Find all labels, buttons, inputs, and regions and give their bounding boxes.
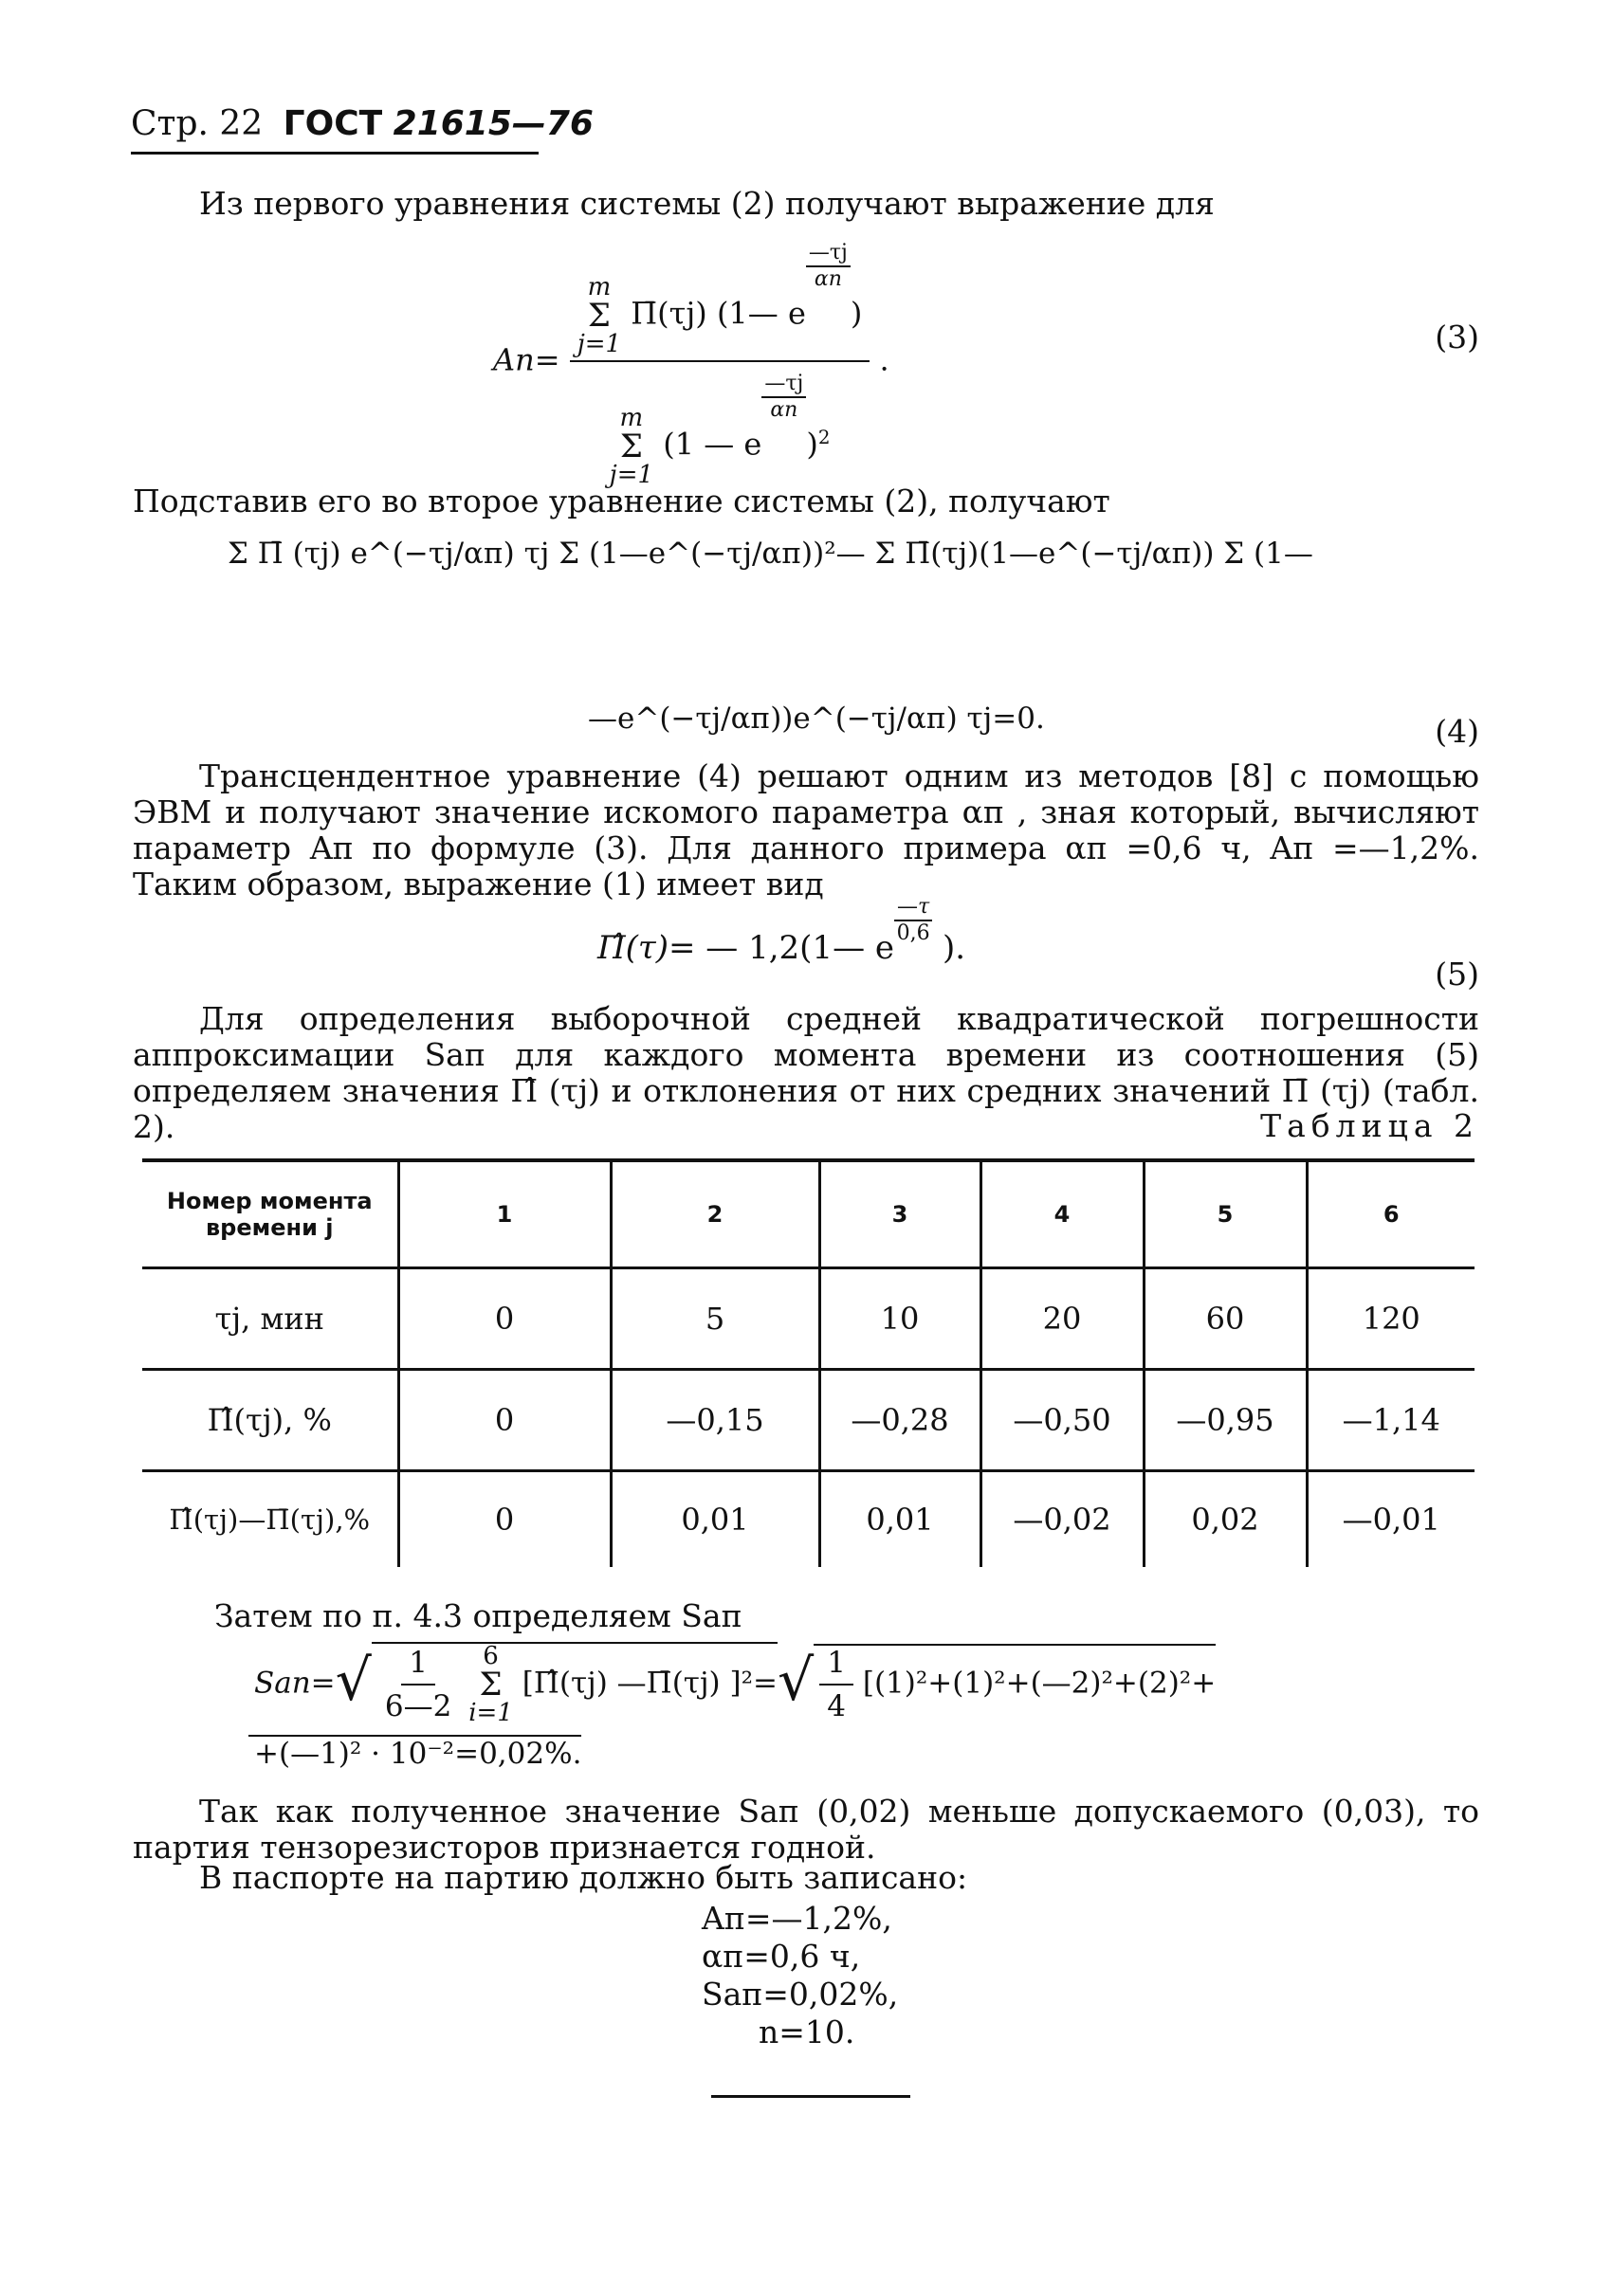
equation-4-line-1: Σ П̄ (τj) e^(−τj/αп) τj Σ (1—e^(−τj/αп))²— Σ П̄(τj)(1—e^(−τj/αп)) Σ (1— bbox=[228, 537, 1313, 571]
paragraph-5: Затем по п. 4.3 определяем Sап bbox=[214, 1597, 742, 1634]
eq3-lhs: Aп= bbox=[493, 341, 560, 378]
table-row bbox=[142, 1471, 1475, 1568]
paragraph-3: Трансцендентное уравнение (4) решают одним из методов [8] с помощью ЭВМ и получают значение искомого параметра αп , зная который, вычисляют параметр Aп по формуле (3). Для данного примера αп =0,6 ч, Aп =—1,2%. Таким образом, выражение (1) имеет вид bbox=[133, 757, 1479, 902]
table-cell: 0,01 bbox=[819, 1471, 980, 1568]
eq3-number: (3) bbox=[1435, 319, 1479, 355]
eq3-sum-top: m Σ j=1 bbox=[577, 273, 622, 358]
eq3-fraction: m Σ j=1 П̄(τj) (1— e —τj αп ) m Σ j=1 (1 — e —τj αп )$^2$ bbox=[570, 237, 870, 487]
page-header bbox=[131, 104, 594, 143]
table-row bbox=[142, 1268, 1475, 1370]
header-col-2: 2 bbox=[611, 1160, 819, 1268]
equation-3: Aп= m Σ j=1 П̄(τj) (1— e —τj αп ) m Σ j=1 (1 — e —τj αп )$^2$ . bbox=[493, 237, 889, 487]
paragraph-2: Подставив его во второе уравнение системы (2), получают bbox=[133, 483, 1110, 519]
paragraph-6: Так как полученное значение Sап (0,02) меньше допускаемого (0,03), то партия тензорезисторов признается годной. bbox=[133, 1793, 1479, 1866]
row-label: П̂(τj)—П̄(τj),% bbox=[169, 1503, 371, 1536]
header-label: Номер момента времени j bbox=[142, 1160, 398, 1268]
table-cell: —0,02 bbox=[980, 1471, 1144, 1568]
end-rule bbox=[711, 2095, 910, 2098]
table-cell: 120 bbox=[1307, 1268, 1475, 1370]
gost-number: 21615—76 bbox=[393, 104, 594, 143]
table-cell: 0,01 bbox=[611, 1471, 819, 1568]
table-cell: 60 bbox=[1144, 1268, 1307, 1370]
table-cell: 0 bbox=[398, 1370, 611, 1471]
header-col-3: 3 bbox=[819, 1160, 980, 1268]
table-cell: 5 bbox=[611, 1268, 819, 1370]
passport-line-3: Sап=0,02%, bbox=[702, 1976, 899, 2013]
equation-4-line-2: —e^(−τj/αп))e^(−τj/αп) τj=0. bbox=[588, 702, 1045, 736]
header-col-4: 4 bbox=[980, 1160, 1144, 1268]
table-cell: —1,14 bbox=[1307, 1370, 1475, 1471]
gost-label: ГОСТ bbox=[283, 104, 383, 143]
table-caption: Таблица 2 bbox=[1260, 1107, 1479, 1144]
page-label: Стр. 22 bbox=[131, 104, 264, 143]
row-label: τj, мин bbox=[142, 1268, 398, 1370]
passport-line-1: Aп=—1,2%, bbox=[702, 1900, 892, 1937]
table-cell: —0,50 bbox=[980, 1370, 1144, 1471]
header-col-6: 6 bbox=[1307, 1160, 1475, 1268]
header-rule bbox=[131, 152, 539, 155]
table-cell: —0,95 bbox=[1144, 1370, 1307, 1471]
row-label: П̂(τj), % bbox=[142, 1370, 398, 1471]
paragraph-4: Для определения выборочной средней квадратической погрешности аппроксимации Sап для каждого момента времени из соотношения (5) определяем значения П̂ (τj) и отклонения от них средних значений П̄ (τj) (табл. 2). bbox=[133, 1000, 1479, 1145]
table-cell: —0,28 bbox=[819, 1370, 980, 1471]
equation-5: П̂(τ)= — 1,2(1— e $\frac{—\tau}{0,6}$ ). bbox=[597, 895, 966, 967]
table-row bbox=[142, 1370, 1475, 1471]
passport-line-2: αп=0,6 ч, bbox=[702, 1938, 861, 1975]
equation-san-line-2: +(—1)² · 10⁻²=0,02%. bbox=[248, 1735, 581, 1771]
eq5-number: (5) bbox=[1435, 956, 1479, 993]
data-table bbox=[142, 1158, 1475, 1567]
table-cell: 20 bbox=[980, 1268, 1144, 1370]
table-cell: 10 bbox=[819, 1268, 980, 1370]
header-col-5: 5 bbox=[1144, 1160, 1307, 1268]
table-cell: 0 bbox=[398, 1471, 611, 1568]
eq4-number: (4) bbox=[1435, 713, 1479, 750]
equation-san: Sап=√ $\frac{1}{6—2}$ 6 Σ i=1 [П̂(τj) —П̄(τj) ]²=√ $\frac{1}{4}$ [(1)²+(1)²+(—2)²+(2)²+ bbox=[254, 1642, 1217, 1727]
eq3-sum-bottom: m Σ j=1 bbox=[609, 404, 654, 489]
table-cell: —0,01 bbox=[1307, 1471, 1475, 1568]
header-col-1: 1 bbox=[398, 1160, 611, 1268]
paragraph-7: В паспорте на партию должно быть записано: bbox=[199, 1859, 968, 1896]
passport-line-4: n=10. bbox=[759, 2014, 855, 2050]
table-cell: 0 bbox=[398, 1268, 611, 1370]
table-cell: —0,15 bbox=[611, 1370, 819, 1471]
table-header-row bbox=[142, 1160, 1475, 1268]
table-cell: 0,02 bbox=[1144, 1471, 1307, 1568]
paragraph-1: Из первого уравнения системы (2) получают выражение для bbox=[199, 185, 1215, 222]
